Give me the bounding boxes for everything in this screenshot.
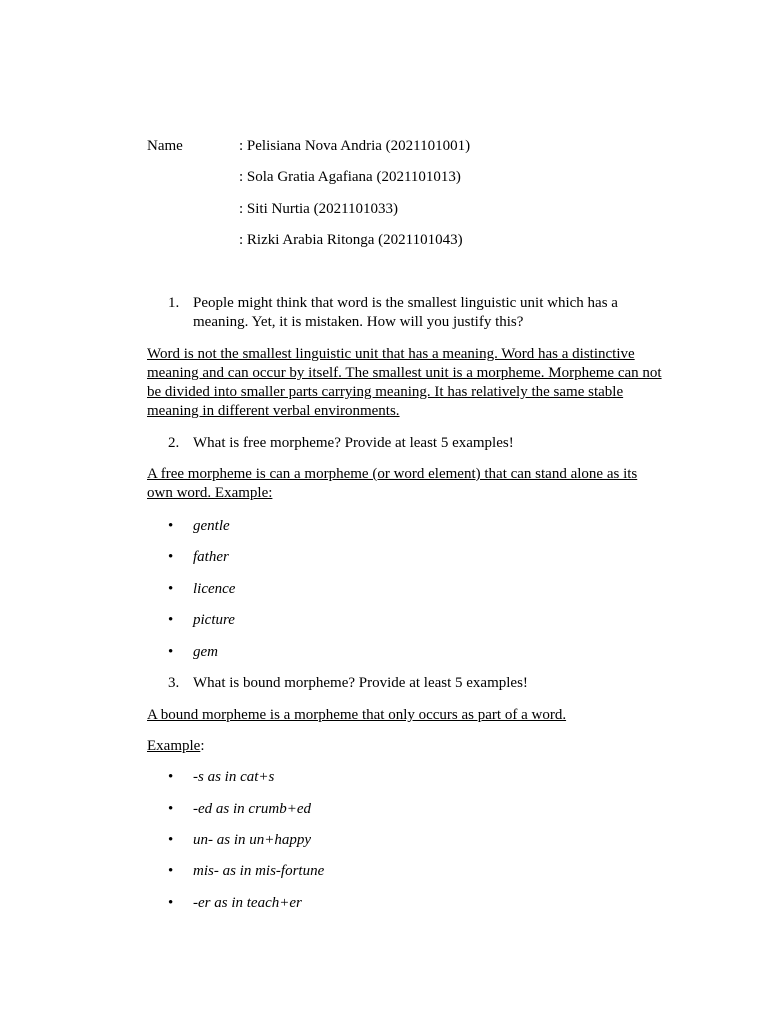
bullet-icon: •	[168, 863, 174, 879]
question-1-text: People might think that word is the smallest linguistic unit which has a meaning. Yet, it is mistaken. How will you justify this?	[193, 295, 618, 330]
example-label: Example	[147, 738, 201, 754]
bullet-icon: •	[168, 832, 174, 848]
example-heading	[147, 737, 205, 756]
bullet-icon: •	[168, 549, 174, 565]
free-example-3: licence	[193, 581, 236, 597]
question-2-number: 2.	[168, 435, 180, 451]
free-example-2: father	[193, 549, 229, 565]
free-example-5: gem	[193, 644, 218, 660]
bullet-icon: •	[168, 612, 174, 628]
bullet-icon: •	[168, 895, 174, 911]
question-3-text: What is bound morpheme? Provide at least 5 examples!	[193, 675, 528, 691]
question-1-number: 1.	[168, 295, 180, 311]
bound-example-2: -ed as in crumb+ed	[193, 801, 312, 817]
bullet-icon: •	[168, 769, 174, 785]
bound-example-3: un- as in un+happy	[193, 832, 312, 848]
free-example-1: gentle	[193, 518, 230, 534]
member-1: : Pelisiana Nova Andria (2021101001)	[239, 138, 471, 154]
answer-1: Word is not the smallest linguistic unit that has a meaning. Word has a distinctive meaning and can occur by itself. The smallest unit is a morpheme. Morpheme can not be divided into smaller parts carrying meaning. It has relatively the same stable meaning in different verbal environments.	[147, 346, 662, 419]
bound-example-5: -er as in teach+er	[193, 895, 302, 911]
bullet-icon: •	[168, 581, 174, 597]
name-label: Name	[147, 138, 183, 154]
free-example-4: picture	[193, 612, 235, 628]
bullet-icon: •	[168, 801, 174, 817]
example-colon: :	[200, 738, 205, 754]
member-3: : Siti Nurtia (2021101033)	[239, 201, 399, 217]
member-4: : Rizki Arabia Ritonga (2021101043)	[239, 232, 463, 248]
answer-3: A bound morpheme is a morpheme that only occurs as part of a word.	[147, 707, 567, 723]
answer-2: A free morpheme is can a morpheme (or word element) that can stand alone as its own word. Example:	[147, 466, 638, 501]
bullet-icon: •	[168, 644, 174, 660]
bound-example-1: -s as in cat+s	[193, 769, 275, 785]
question-2-text: What is free morpheme? Provide at least 5 examples!	[193, 435, 514, 451]
bound-example-4: mis- as in mis-fortune	[193, 863, 325, 879]
question-3-number: 3.	[168, 675, 180, 691]
bullet-icon: •	[168, 518, 174, 534]
member-2: : Sola Gratia Agafiana (2021101013)	[239, 169, 461, 185]
